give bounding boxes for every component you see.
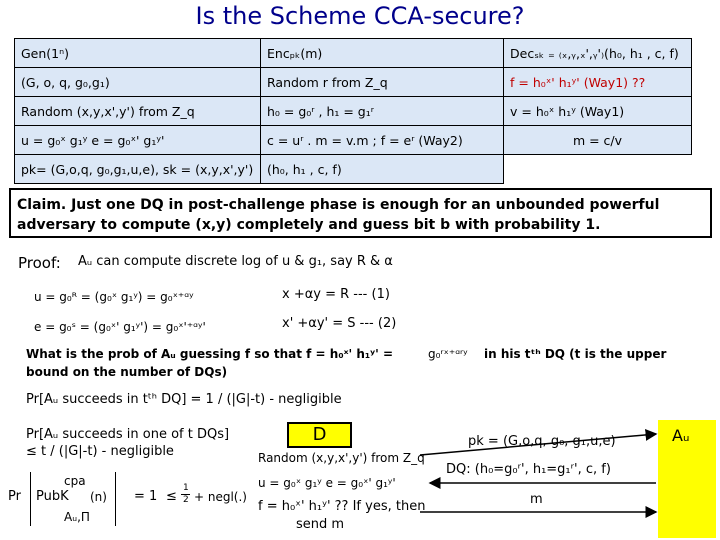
challenger-keys: u = g₀ˣ g₁ʸ e = g₀ˣ' g₁ʸ' [258,476,396,490]
formula-subscript: Aᵤ,Π [64,510,90,524]
table-cell: (G, o, q, g₀,g₁) [15,68,261,97]
challenger-box: D [287,422,352,448]
challenger-check: f = h₀ˣ' h₁ʸ' ?? If yes, then [258,499,426,514]
question-line-d: bound on the number of DQs) [26,365,228,379]
challenger-send: send m [296,517,345,532]
equation-2-right: x' +αy' = S --- (2) [282,316,397,331]
formula-pr: Pr [8,489,21,504]
formula-half-numerator: 1 [183,483,189,493]
formula-half-denominator: 2 [183,495,189,505]
table-cell: Random (x,y,x',y') from Z_q [15,97,261,126]
probability-one-of-t: Pr[Aᵤ succeeds in one of t DQs] [26,427,230,442]
equation-2-left: e = g₀ˢ = (g₀ˣ' g₁ʸ') = g₀ˣ'⁺ᵅʸ' [34,320,206,334]
table-cell: Random r from Z_q [261,68,504,97]
table-cell: Encₚₖ(m) [261,39,504,68]
challenger-random: Random (x,y,x',y') from Z_q [258,451,425,465]
formula-equals: = 1 [134,489,158,504]
adversary-label: Aᵤ [672,426,690,445]
message-pk: pk = (G,o,q, g₀, g₁,u,e) [468,434,616,449]
probability-bound: ≤ t / (|G|-t) - negligible [26,444,174,459]
table-cell: v = h₀ˣ h₁ʸ (Way1) [504,97,692,126]
proof-label: Proof: [18,254,61,272]
table-cell: m = c/v [504,126,692,155]
proof-intro: Aᵤ can compute discrete log of u & g₁, say R & α [78,254,393,269]
table-cell: pk= (G,o,q, g₀,g₁,u,e), sk = (x,y,x',y') [15,155,261,184]
equation-1-right: x +αy = R --- (1) [282,287,390,302]
message-dq: DQ: (h₀=g₀ʳ', h₁=g₁ʳ', c, f) [446,462,611,477]
message-m: m [530,492,543,507]
table-cell: h₀ = g₀ʳ , h₁ = g₁ʳ [261,97,504,126]
table-cell: u = g₀ˣ g₁ʸ e = g₀ˣ' g₁ʸ' [15,126,261,155]
equation-1-left: u = g₀ᴿ = (g₀ˣ g₁ʸ) = g₀ˣ⁺ᵅʸ [34,290,194,304]
question-line-c: in his tᵗʰ DQ (t is the upper [484,347,667,361]
slide-title: Is the Scheme CCA-secure? [195,2,525,30]
claim-box: Claim. Just one DQ in post-challenge phase is enough for an unbounded powerful adversary to compute (x,y) completely and guess bit b with probability 1. [9,188,712,238]
formula-cpa: cpa [64,474,86,488]
table-cell: (h₀, h₁ , c, f) [261,155,504,184]
formula-le: ≤ [166,489,177,504]
formula-negl: + negl(.) [194,490,247,504]
question-line-a: What is the prob of Aᵤ guessing f so that f = h₀ˣ' h₁ʸ' = [26,347,394,361]
table-cell: f = h₀ˣ' h₁ʸ' (Way1) ?? [504,68,692,97]
formula-n: (n) [90,490,107,504]
table-cell: c = uʳ . m = v.m ; f = eʳ (Way2) [261,126,504,155]
arrow-pk [420,434,656,455]
probability-tth: Pr[Aᵤ succeeds in tᵗʰ DQ] = 1 / (|G|-t) - negligible [26,392,342,407]
table-cell: Gen(1ⁿ) [15,39,261,68]
table-cell: Decₛₖ ₌ ₍ₓ,ᵧ,ₓ',ᵧ'₎(h₀, h₁ , c, f) [504,39,692,68]
question-exponent: g₀ʳˣ⁺ᵅʳʸ [428,347,468,361]
formula-pubk: PubK [36,489,69,504]
